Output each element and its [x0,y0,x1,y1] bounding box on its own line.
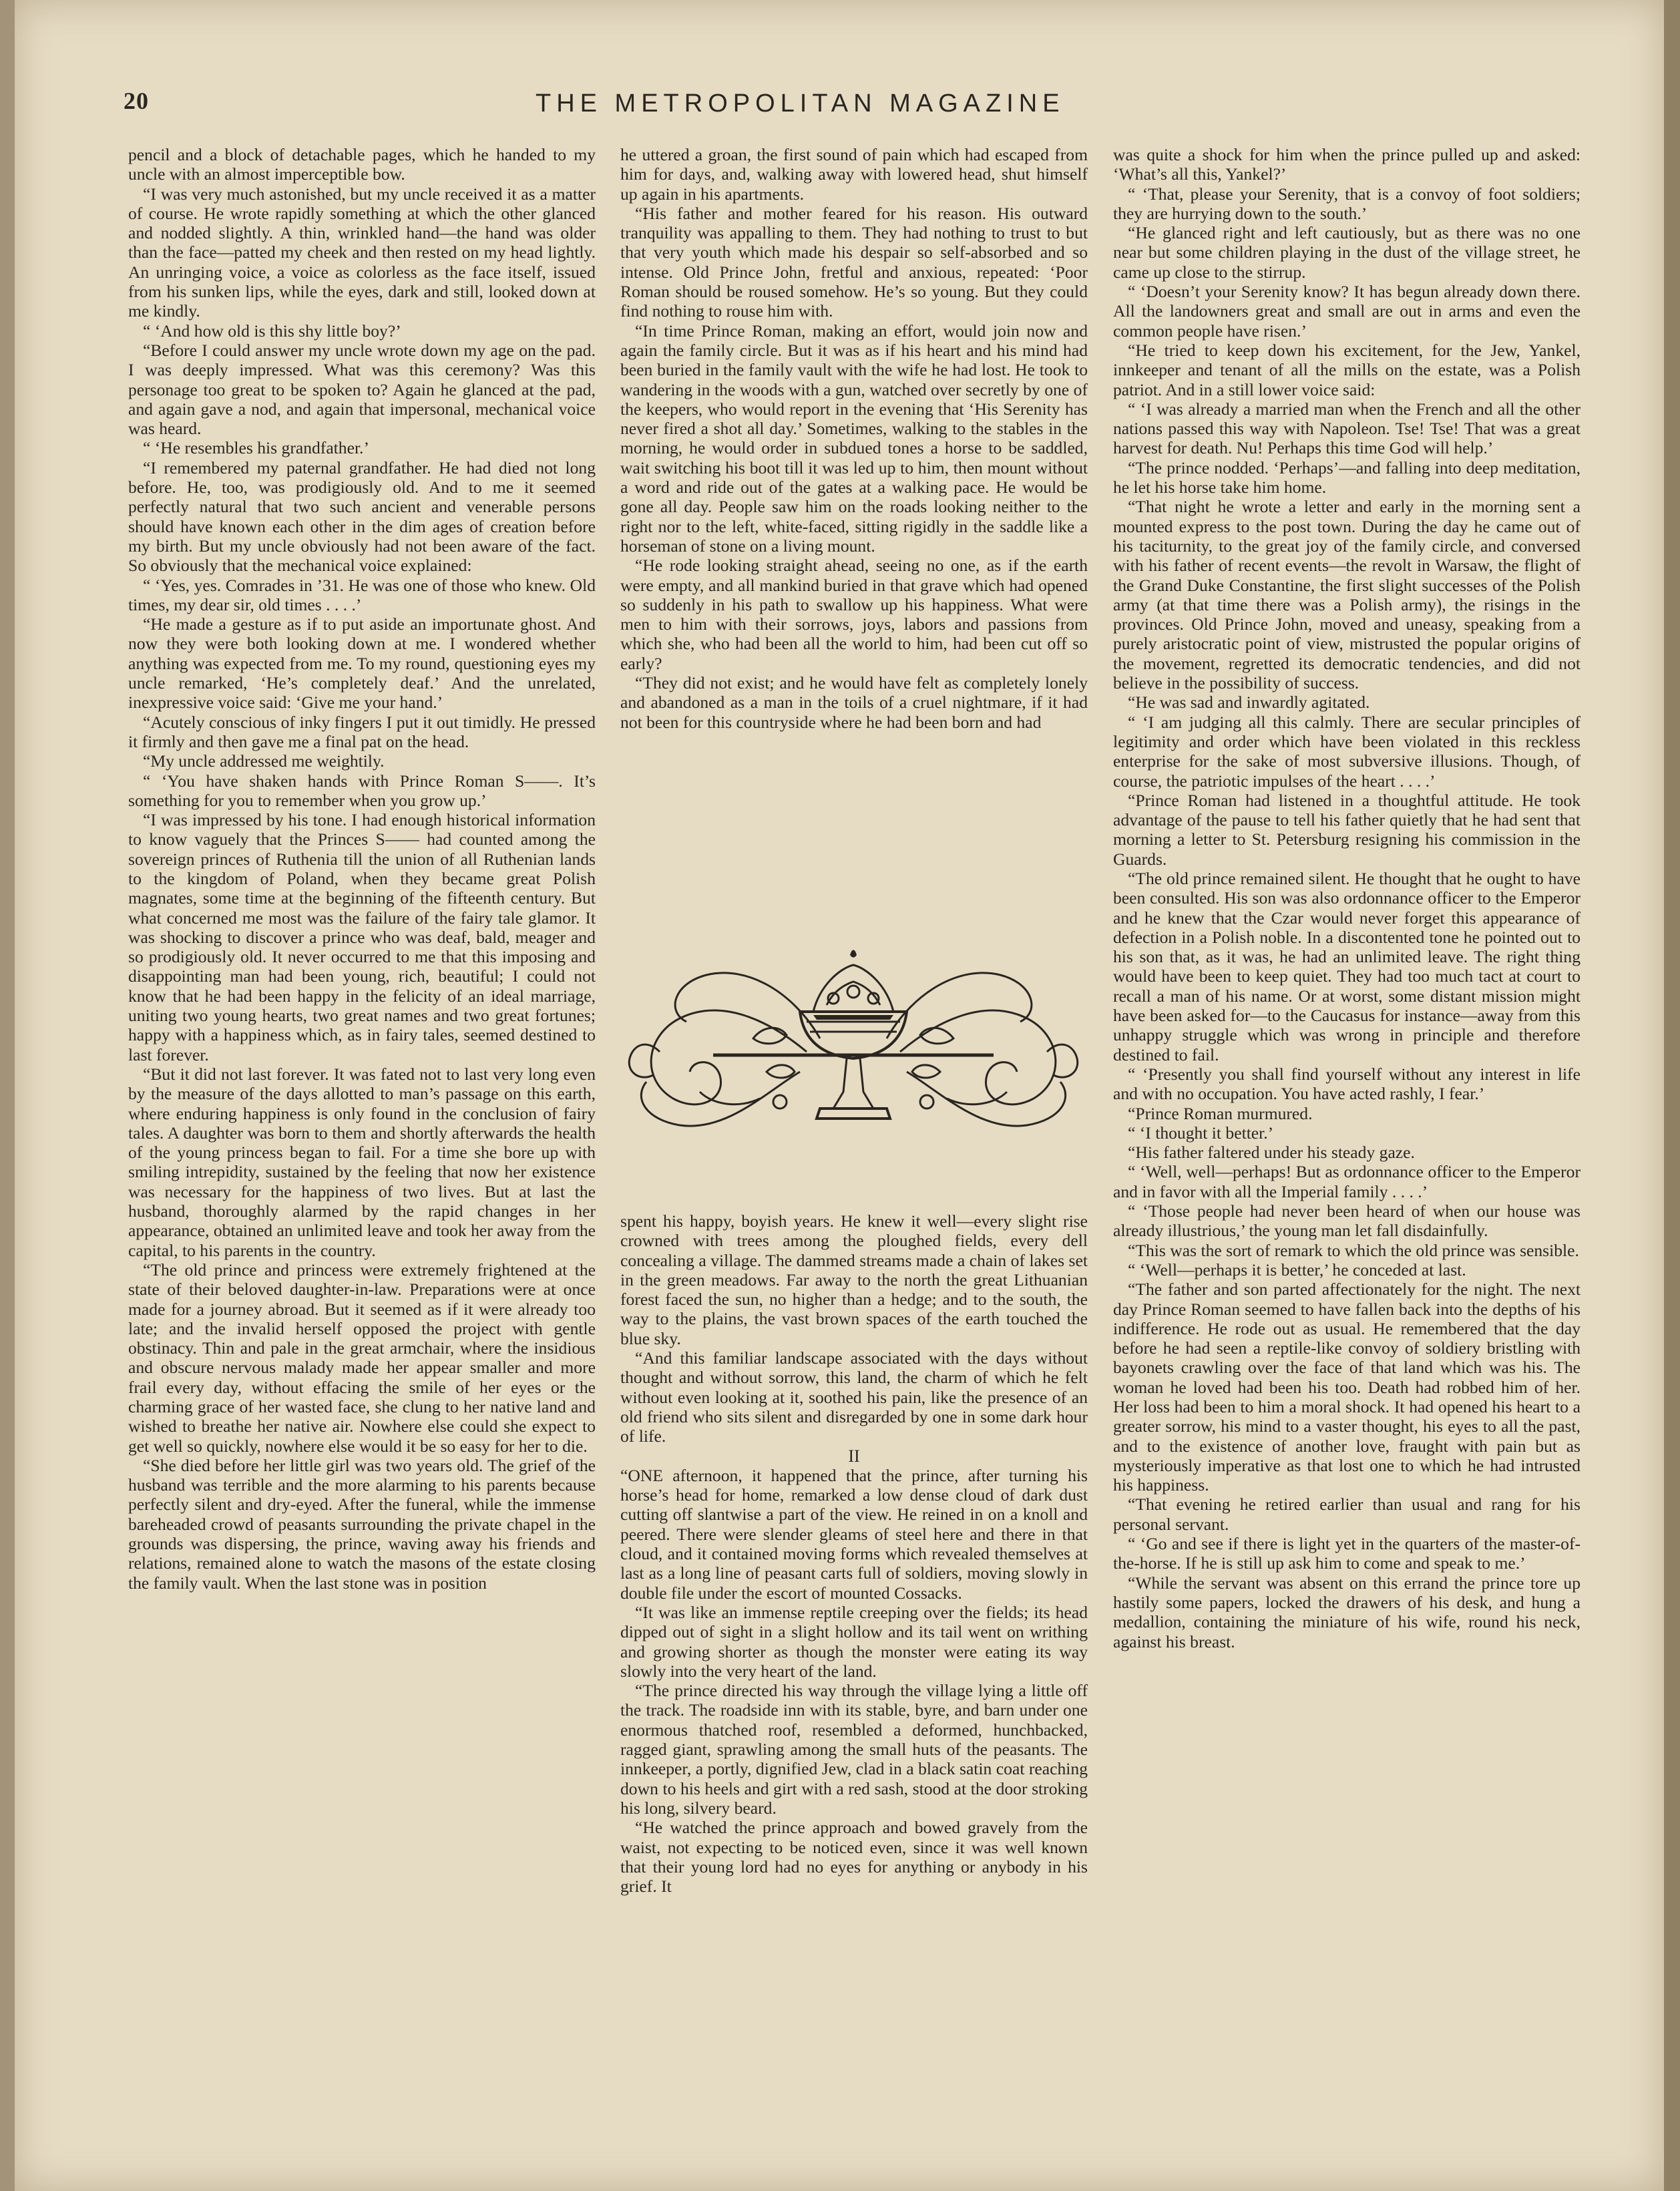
magazine-title: THE METROPOLITAN MAGAZINE [536,89,1065,118]
paragraph: “ ‘You have shaken hands with Prince Roman S——. It’s something for you to remember when you grow up.’ [128,771,596,810]
decorative-urn-ornament-icon [620,938,1087,1159]
paragraph: “ ‘Presently you shall find yourself without any interest in life and with no occupation. You have acted rashly, I fear.’ [1113,1064,1581,1104]
paragraph: “ ‘Those people had never been heard of when our house was already illustrious,’ the young man let fall disdainfully. [1113,1201,1581,1241]
page-header [124,87,1125,127]
paragraph: “The old prince and princess were extremely frightened at the state of their beloved daughter-in-law. Preparations were at once made for a journey abroad. But it seemed as if it were already too late; and the invalid herself opposed the project with gentle obstinacy. Thin and pale in the great armchair, where the insidious and obscure nervous malady made her appear smaller and more frail every day, without effacing the smile of her eyes or the charming grace of her wasted face, she clung to her native land and wished to breathe her native air. Nowhere else could she expect to get well so quickly, nowhere else would it be so easy for her to die. [128,1259,596,1456]
paragraph: “ONE afternoon, it happened that the prince, after turning his horse’s head for home, remarked a low dense cloud of dark dust cutting off slantwise a part of the view. He reined in on a knoll and peered. There were slender gleams of steel here and there in that cloud, and it contained moving forms which revealed themselves at last as a long line of peasant carts full of soldiers, moving slowly in double file under the escort of mounted Cossacks. [620,1465,1088,1603]
paragraph: “That evening he retired earlier than usual and rang for his personal servant. [1113,1495,1581,1534]
text-column-left [128,145,596,2095]
paragraph: “That night he wrote a letter and early in the morning sent a mounted express to the post town. During the day he came out of his taciturnity, to the great joy of the family circle, and conversed with his father of recent events—the revolt in Warsaw, the flight of the Grand Duke Constantine, the first slight successes of the Polish army (at that time there was a Polish army), the risings in the provinces. Old Prince John, moved and uneasy, speaking from a purely aristocratic point of view, mistrusted the popular origins of the movement, regretted its democratic tendencies, and did not believe in the possibility of success. [1113,497,1581,693]
paragraph: “In time Prince Roman, making an effort, would join now and again the family circle. But it was as if his heart and his mind had been buried in the family vault with the wife he had lost. He took to wandering in the woods with a gun, watched over secretly by one of the keepers, who would report in the evening that ‘His Serenity has never fired a shot all day.’ Sometimes, walking to the stables in the morning, he would order in subdued tones a horse to be saddled, wait switching his boot till it was led up to him, then mount without a word and ride out of the gates at a walking pace. He would be gone all day. People saw him on the roads looking neither to the right nor to the left, white-faced, sitting rigidly in the saddle like a horseman of stone on a living mount. [620,321,1088,556]
paragraph: was quite a shock for him when the prince pulled up and asked: ‘What’s all this, Yankel?’ [1113,145,1581,184]
paragraph: “Acutely conscious of inky fingers I put it out timidly. He pressed it firmly and then gave me a final pat on the head. [128,712,596,751]
paragraph: “ ‘That, please your Serenity, that is a convoy of foot soldiers; they are hurrying down to the south.’ [1113,184,1581,223]
paragraph: “I remembered my paternal grandfather. He had died not long before. He, too, was prodigiously old. And to me it seemed perfectly natural that two such ancient and venerable persons should have known each other in the dim ages of creation before my birth. But my uncle obviously had not been aware of the fact. So obviously that the mechanical voice explained: [128,457,596,576]
paragraph: “ ‘Yes, yes. Comrades in ’31. He was one of those who knew. Old times, my dear sir, old times . . . .’ [128,575,596,614]
paragraph: “Prince Roman murmured. [1128,1103,1313,1123]
paragraph: “ ‘Go and see if there is light yet in the quarters of the master-of-the-horse. If he is still up ask him to come and speak to me.’ [1113,1534,1581,1573]
paragraph: “ ‘He resembles his grandfather.’ [143,438,369,458]
paragraph: “ ‘I am judging all this calmly. There are secular principles of legitimity and order which have been violated in this reckless enterprise for the sake of most subversive illusions. Though, of course, the patriotic impulses of the heart . . . .’ [1113,712,1581,791]
paragraph: “I was impressed by his tone. I had enough historical information to know vaguely that the Princes S—— had counted among the sovereign princes of Ruthenia till the union of all Ruthenian lands to the kingdom of Poland, when they became great Polish magnates, some time at the beginning of the fifteenth century. But what concerned me most was the failure of the fairy tale glamor. It was shocking to discover a prince who was deaf, bald, meager and so prodigiously old. It never occurred to me that this imposing and disappointing man had been young, rich, beautiful; I could not know that he had been happy in the felicity of an ideal marriage, uniting two young hearts, two great names and two great fortunes; happy with a happiness which, as in fairy tales, seemed destined to last forever. [128,810,596,1064]
paragraph: “My uncle addressed me weightily. [143,751,385,771]
paragraph: “ ‘I thought it better.’ [1128,1123,1274,1143]
text-column-right [1113,145,1581,2095]
page-right-edge [1664,0,1680,2191]
paragraph: “And this familiar landscape associated with the days without thought and without sorrow, this land, the charm of which he felt without even looking at it, soothed his pain, like the presence of an old friend who sits silent and disregarded by one in some dark hour of life. [620,1348,1088,1446]
page-left-edge [0,0,15,2191]
paragraph: “It was like an immense reptile creeping over the fields; its head dipped out of sight in a slight hollow and its tail went on writhing and growing shorter as though the monster were eating its way slowly into the very heart of the land. [620,1602,1088,1681]
paragraph: “The prince nodded. ‘Perhaps’—and falling into deep meditation, he let his horse take him home. [1113,457,1581,497]
paragraph: pencil and a block of detachable pages, which he handed to my uncle with an almost imperceptible bow. [128,145,596,184]
paragraph: “ ‘I was already a married man when the French and all the other nations passed this way with Napoleon. Tse! Tse! That was a great harvest for death. Nu! Perhaps this time God will help.’ [1113,399,1581,458]
paragraph: he uttered a groan, the first sound of pain which had escaped from him for days, and, walking away with lowered head, shut himself up again in his apartments. [620,145,1088,204]
paragraph: “ ‘Well, well—perhaps! But as ordonnance officer to the Emperor and in favor with all the Imperial family . . . .’ [1113,1162,1581,1201]
paragraph: “The old prince remained silent. He thought that he ought to have been consulted. His son was also ordonnance officer to the Emperor and he knew that the Czar would never forget this appearance of defection in a Polish noble. In a discontented tone he pointed out to his son that, as it was, he had an unlimited leave. The right thing would have been to keep quiet. They had too much tact at court to recall a man of his name. Or at worst, some distant mission might have been asked for—to the Caucasus for instance—away from this unhappy struggle which was wrong in principle and therefore destined to fail. [1113,868,1581,1064]
paragraph: “ ‘And how old is this shy little boy?’ [143,321,401,341]
paragraph: “ ‘Well—perhaps it is better,’ he conceded at last. [1128,1259,1466,1279]
paragraph: “He was sad and inwardly agitated. [1128,692,1370,713]
paragraph: “But it did not last forever. It was fated not to last very long even by the measure of the days allotted to man’s passage on this earth, where enduring happiness is only found in the conclusion of fairy tales. A daughter was born to them and shortly afterwards the health of the young princess began to fail. For a time she bore up with smiling intrepidity, sustained by the feeling that now her existence was necessary for the happiness of two lives. But at last the husband, thoroughly alarmed by the rapid changes in her appearance, obtained an unlimited leave and took her away from the capital, to his parents in the country. [128,1064,596,1260]
text-column-middle-bottom [620,1211,1088,2093]
paragraph: “They did not exist; and he would have felt as completely lonely and abandoned as a man in the toils of a cruel nightmare, if it had not been for this countryside where he had been born and had [620,673,1088,732]
paragraph: “I was very much astonished, but my uncle received it as a matter of course. He wrote rapidly something at which the other glanced and nodded slightly. A thin, wrinkled hand—the hand was older than the face—patted my cheek and then rested on my head lightly. An unringing voice, a voice as colorless as the face itself, issued from his sunken lips, while the eyes, dark and still, looked down at me kindly. [128,184,596,321]
paragraph: “His father faltered under his steady gaze. [1128,1143,1415,1163]
paragraph: “While the servant was absent on this errand the prince tore up hastily some papers, locked the drawers of his desk, and hung a medallion, containing the miniature of his wife, round his neck, against his breast. [1113,1573,1581,1651]
paragraph: “This was the sort of remark to which the old prince was sensible. [1128,1240,1579,1260]
paragraph: spent his happy, boyish years. He knew it well—every slight rise crowned with trees among the ploughed fields, every dell concealing a village. The dammed streams made a chain of lakes set in the green meadows. Far away to the north the great Lithuanian forest faced the sun, no higher than a hedge; and to the south, the way to the plains, the vast brown spaces of the earth touched the blue sky. [620,1211,1088,1348]
paragraph: “The father and son parted affectionately for the night. The next day Prince Roman seemed to have fallen back into the depths of his indifference. He rode out as usual. He remembered that the day before he had seen a reptile-like convoy of soldiery bristling with bayonets crawling over the face of that land which was his. The woman he loved had been his too. Death had robbed him of her. Her loss had been to him a moral shock. It had opened his heart to a greater sorrow, his mind to a vaster thought, his eyes to all the past, and to the existence of another love, fraught with pain but as mysteriously imperative as that lost one to which he had intrusted his happiness. [1113,1279,1581,1495]
paragraph: “He tried to keep down his excitement, for the Jew, Yankel, innkeeper and tenant of all the mills on the estate, was a Polish patriot. And in a still lower voice said: [1113,340,1581,399]
paragraph: “He glanced right and left cautiously, but as there was no one near but some children playing in the dust of the village street, he came up close to the stirrup. [1113,223,1581,282]
paragraph: “He watched the prince approach and bowed gravely from the waist, not expecting to be noticed even, since it was well known that their young lord had no eyes for anything or anybody in his grief. It [620,1818,1088,1897]
paragraph: “She died before her little girl was two years old. The grief of the husband was terrible and the more alarming to his parents because perfectly silent and dry-eyed. After the funeral, while the immense bareheaded crowd of peasants surrounding the private chapel in the grounds was dispersing, the prince, waving away his friends and relations, remained alone to watch the masons of the estate closing the family vault. When the last stone was in position [128,1455,596,1593]
paragraph: “Before I could answer my uncle wrote down my age on the pad. I was deeply impressed. What was this ceremony? Was this personage too great to be spoken to? Again he glanced at the pad, and again gave a nod, and again that impersonal, mechanical voice was heard. [128,340,596,439]
section-number: II [848,1446,860,1466]
paragraph: “He made a gesture as if to put aside an importunate ghost. And now they were both looking down at me. I wondered whether anything was expected from me. To my round, questioning eyes my uncle remarked, ‘He’s completely deaf.’ And the unrelated, inexpressive voice said: ‘Give me your hand.’ [128,614,596,713]
paragraph: “He rode looking straight ahead, seeing no one, as if the earth were empty, and all mankind buried in that grave which had opened so suddenly in his path to swallow up his happiness. What were men to him with their sorrows, joys, labors and passions from which she, who had been all the world to him, had been cut off so early? [620,556,1088,673]
paragraph: “ ‘Doesn’t your Serenity know? It has begun already down there. All the landowners great and small are out in arms and even the common people have risen.’ [1113,282,1581,341]
paragraph: “The prince directed his way through the village lying a little off the track. The roadside inn with its stable, byre, and barn under one enormous thatched roof, resembled a deformed, hunchbacked, ragged giant, sprawling among the small huts of the peasants. The innkeeper, a portly, dignified Jew, clad in a black satin coat reaching down to his heels and girt with a red sash, stood at the door stroking his long, silvery beard. [620,1681,1088,1818]
page-number: 20 [124,87,149,114]
paragraph: “Prince Roman had listened in a thoughtful attitude. He took advantage of the pause to tell his father quietly that he had sent that morning a letter to St. Petersburg resigning his commission in the Guards. [1113,790,1581,869]
paragraph: “His father and mother feared for his reason. His outward tranquility was appalling to them. They had nothing to trust to but that very youth which made his despair so self-absorbed and so intense. Old Prince John, fretful and anxious, repeated: ‘Poor Roman should be roused somehow. He’s so young. But they could find nothing to rouse him with. [620,203,1088,321]
